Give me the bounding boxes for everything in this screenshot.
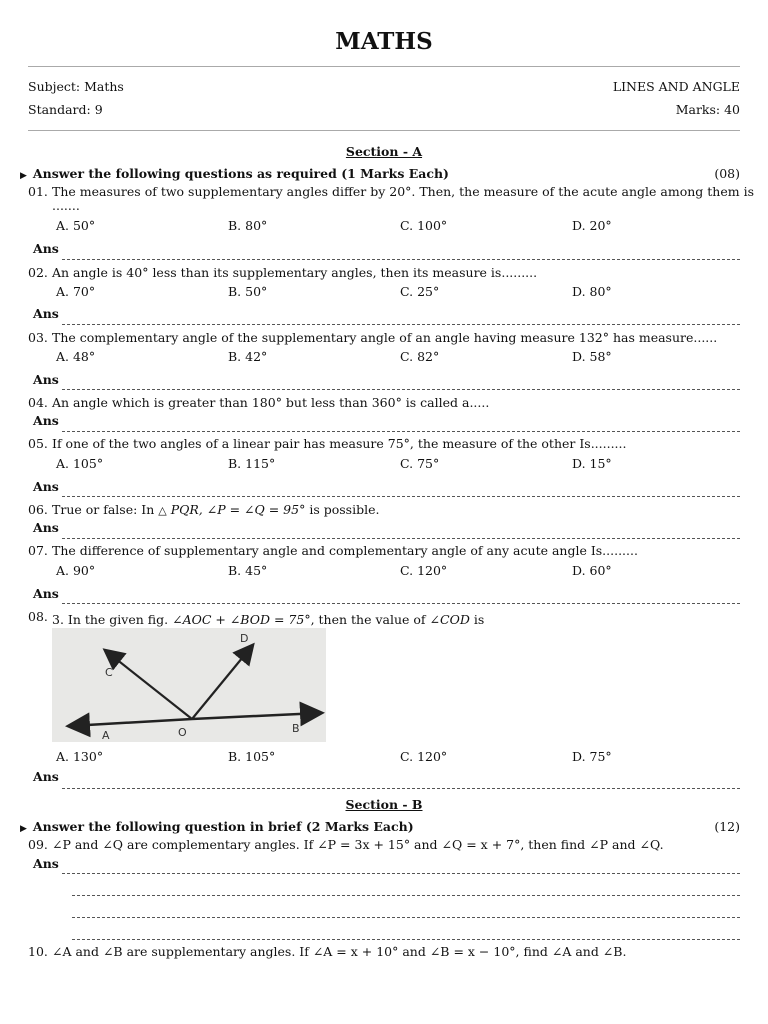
question-number: 02. (28, 265, 48, 280)
angle-diagram (52, 628, 326, 742)
page-title: MATHS (335, 28, 433, 55)
ans-label: Ans (33, 413, 59, 428)
label-d: D (240, 632, 249, 645)
option-a: A. 50° (56, 218, 96, 233)
section-b-title: Section - B (345, 797, 423, 812)
option-d: D. 20° (572, 218, 612, 233)
question-number: 08. (28, 609, 48, 624)
question-text: ∠A and ∠B are supplementary angles. If ∠A = x + 10° and ∠B = x − 10°, find ∠A and ∠B. (52, 944, 627, 959)
option-b: B. 115° (228, 456, 276, 471)
option-d: D. 75° (572, 749, 612, 764)
question-text: 3. In the given fig. ∠AOC + ∠BOD = 75°, then the value of ∠COD is (52, 612, 485, 627)
answer-line (62, 873, 740, 874)
option-d: D. 80° (572, 284, 612, 299)
answer-line (62, 431, 740, 432)
question-number: 10. (28, 944, 48, 959)
ans-label: Ans (33, 241, 59, 256)
section-b-marks: (12) (714, 819, 740, 834)
option-d: D. 15° (572, 456, 612, 471)
answer-line (62, 496, 740, 497)
option-c: C. 82° (400, 349, 440, 364)
ray-oc (106, 651, 192, 719)
question-text: An angle is 40° less than its supplementary angles, then its measure is......... (52, 265, 538, 280)
question-text: If one of the two angles of a linear pair has measure 75°, the measure of the other Is......... (52, 436, 627, 451)
option-c: C. 120° (400, 749, 448, 764)
question-text-cont: ....... (52, 198, 80, 213)
ans-label: Ans (33, 856, 59, 871)
ans-label: Ans (33, 306, 59, 321)
bullet-triangle-icon: ▶ (20, 824, 27, 834)
answer-line (62, 259, 740, 260)
option-a: A. 130° (56, 749, 104, 764)
option-c: C. 100° (400, 218, 448, 233)
label-b: B (292, 722, 300, 735)
option-a: A. 48° (56, 349, 96, 364)
ans-label: Ans (33, 479, 59, 494)
label-o: O (178, 726, 187, 739)
question-text: The difference of supplementary angle and complementary angle of any acute angle Is......... (52, 543, 638, 558)
ans-label: Ans (33, 520, 59, 535)
answer-line (72, 939, 740, 940)
option-d: D. 58° (572, 349, 612, 364)
answer-line (62, 788, 740, 789)
question-text: True or false: In △ PQR, ∠P = ∠Q = 95° is possible. (52, 502, 380, 517)
answer-line (62, 324, 740, 325)
standard-label: Standard: 9 (28, 102, 103, 117)
angle-figure (52, 628, 326, 742)
question-number: 09. (28, 837, 48, 852)
question-text: The measures of two supplementary angles differ by 20°. Then, the measure of the acute angle among them is (52, 184, 754, 199)
option-a: A. 105° (56, 456, 104, 471)
option-b: B. 50° (228, 284, 268, 299)
question-text: An angle which is greater than 180° but less than 360° is called a..... (52, 395, 490, 410)
answer-line (62, 603, 740, 604)
question-text: ∠P and ∠Q are complementary angles. If ∠P = 3x + 15° and ∠Q = x + 7°, then find ∠P and ∠Q. (52, 837, 664, 852)
section-a-instruction: ▶ Answer the following questions as required (1 Marks Each) (20, 166, 449, 181)
answer-line (62, 389, 740, 390)
question-text: The complementary angle of the supplementary angle of an angle having measure 132° has measure...... (52, 330, 718, 345)
section-a-title: Section - A (345, 144, 423, 159)
topic-label: LINES AND ANGLE (612, 79, 740, 94)
answer-line (62, 538, 740, 539)
ans-label: Ans (33, 769, 59, 784)
option-b: B. 80° (228, 218, 268, 233)
subject-label: Subject: Maths (28, 79, 124, 94)
ans-label: Ans (33, 372, 59, 387)
option-c: C. 25° (400, 284, 440, 299)
marks-label: Marks: 40 (675, 102, 740, 117)
option-a: A. 90° (56, 563, 96, 578)
section-a-marks: (08) (714, 166, 740, 181)
ray-oa (70, 719, 192, 726)
answer-line (72, 917, 740, 918)
question-number: 07. (28, 543, 48, 558)
ans-label: Ans (33, 586, 59, 601)
bullet-triangle-icon: ▶ (20, 171, 27, 181)
option-c: C. 75° (400, 456, 440, 471)
question-number: 01. (28, 184, 48, 199)
option-d: D. 60° (572, 563, 612, 578)
question-number: 04. (28, 395, 48, 410)
question-number: 05. (28, 436, 48, 451)
label-a: A (102, 729, 110, 742)
option-a: A. 70° (56, 284, 96, 299)
ray-od (192, 646, 252, 719)
option-b: B. 105° (228, 749, 276, 764)
question-number: 03. (28, 330, 48, 345)
label-c: C (105, 666, 113, 679)
option-b: B. 42° (228, 349, 268, 364)
question-number: 06. (28, 502, 48, 517)
option-b: B. 45° (228, 563, 268, 578)
divider (28, 130, 740, 131)
ray-ob (192, 713, 320, 719)
section-b-instruction: ▶ Answer the following question in brief (2 Marks Each) (20, 819, 414, 834)
divider (28, 66, 740, 67)
answer-line (72, 895, 740, 896)
option-c: C. 120° (400, 563, 448, 578)
